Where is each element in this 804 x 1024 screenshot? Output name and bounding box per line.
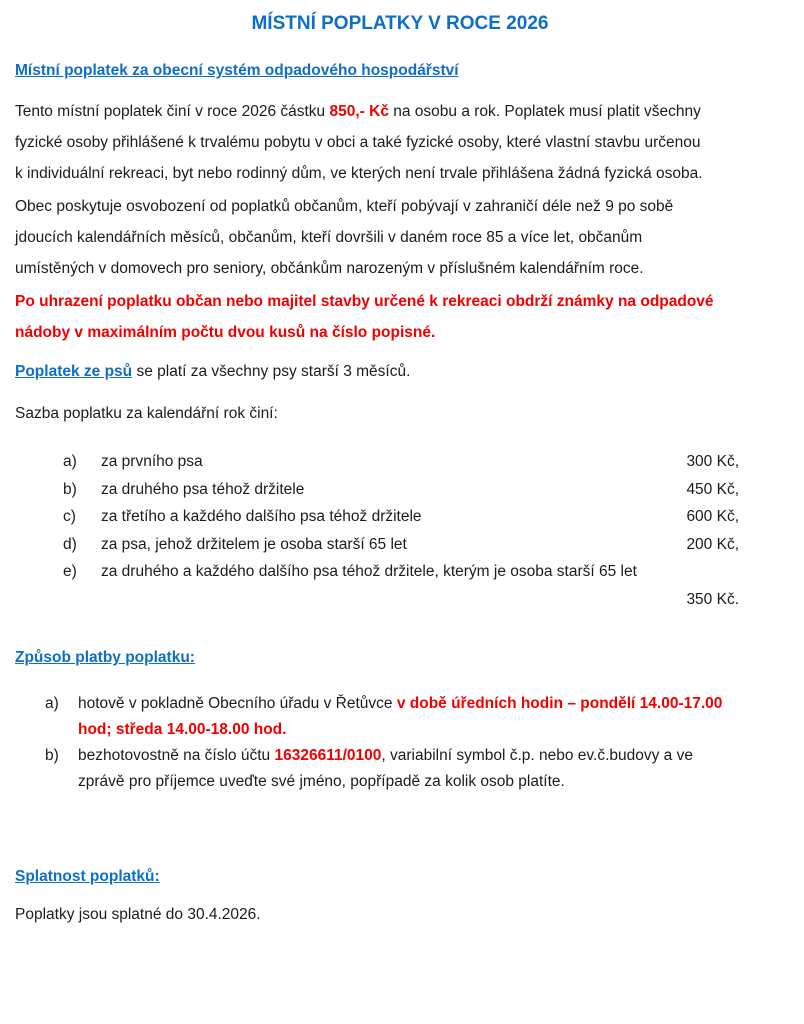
list-item (15, 476, 739, 504)
page-title: MÍSTNÍ POPLATKY V ROCE 2026 (251, 13, 549, 34)
account-number: 16326611/0100 (274, 747, 382, 764)
list-marker: c) (63, 508, 76, 525)
payment-item-transfer (15, 743, 785, 795)
list-price: 450 Kč, (686, 480, 739, 498)
exemption-line-3: umístěných v domovech pro seniory, občánkům narozeným v příslušném kalendářním roce. (15, 260, 644, 277)
dog-rate-intro: Sazba poplatku za kalendářní rok činí: (15, 405, 278, 422)
list-price: 200 Kč, (686, 535, 739, 553)
list-marker: b) (45, 747, 59, 764)
dog-fee-paragraph (15, 356, 785, 387)
list-label: za psa, jehož držitelem je osoba starší 65 let (101, 535, 407, 553)
payment-transfer-line-1 (78, 743, 785, 769)
office-hours-text: v době úředních hodin – pondělí 14.00-17.00 (396, 695, 723, 712)
payment-list (15, 691, 785, 795)
waste-stickers-paragraph (15, 286, 785, 348)
waste-fee-line-2: fyzické osoby přihlášené k trvalému pobytu v obci a také fyzické osoby, které vlastní stavbu určenou (15, 134, 701, 151)
list-item (15, 558, 739, 586)
payment-cash-line-1 (78, 691, 785, 717)
list-price: 300 Kč, (686, 453, 739, 470)
list-price-overflow: 350 Kč. (686, 590, 739, 608)
exemption-line-1: Obec poskytuje osvobození od poplatků občanům, kteří pobývají v zahraničí déle než 9 po sobě (15, 198, 674, 215)
list-price: 600 Kč, (686, 508, 739, 525)
waste-fee-line-1 (15, 96, 785, 127)
list-marker: a) (63, 453, 77, 470)
waste-fee-paragraph (15, 96, 785, 189)
list-marker: b) (63, 480, 77, 498)
list-item (15, 448, 739, 476)
list-label: za druhého a každého dalšího psa téhož držitele, kterým je osoba starší 65 let (101, 563, 637, 580)
list-item (15, 503, 739, 531)
due-paragraph (15, 902, 785, 928)
section-due-heading: Splatnost poplatků: (15, 868, 160, 885)
stickers-line-1: Po uhrazení poplatku občan nebo majitel stavby určené k rekreaci obdrží známky na odpadové (15, 293, 714, 310)
list-marker: e) (63, 563, 77, 580)
transfer-text: bezhotovostně na číslo účtu (78, 747, 275, 764)
dog-fee-heading: Poplatek ze psů (15, 363, 133, 380)
payment-item-transfer-text (78, 743, 785, 795)
stickers-line-2: nádoby v maximálním počtu dvou kusů na číslo popisné. (15, 324, 436, 341)
payment-item-cash (15, 691, 785, 743)
dog-rate-list (15, 448, 785, 613)
waste-exemption-paragraph (15, 191, 785, 284)
list-marker: d) (63, 535, 77, 553)
list-label: za třetího a každého dalšího psa téhož držitele (101, 508, 422, 525)
list-marker: a) (45, 695, 59, 712)
dog-fee-rest: se platí za všechny psy starší 3 měsíců. (132, 363, 411, 380)
waste-fee-line-3: k individuální rekreaci, byt nebo rodinný dům, ve kterých není trvale přihlášena žádná fyzická osoba. (15, 165, 703, 182)
dog-rate-intro-paragraph (15, 398, 785, 429)
transfer-text-after: , variabilní symbol č.p. nebo ev.č.budovy a ve (381, 747, 693, 764)
payment-cash-line-2: hod; středa 14.00-18.00 hod. (78, 721, 287, 738)
dog-fee-line (15, 356, 785, 387)
exemption-line-2: jdoucích kalendářních měsíců, občanům, kteří dovršili v daném roce 85 a více let, občanům (15, 229, 643, 246)
payment-item-cash-text (78, 691, 785, 743)
list-item (15, 531, 739, 559)
payment-transfer-line-2: zprávě pro příjemce uveďte své jméno, popřípadě za kolik osob platíte. (78, 773, 565, 790)
list-label: za prvního psa (101, 453, 203, 470)
list-label: za druhého psa téhož držitele (101, 480, 305, 498)
due-text: Poplatky jsou splatné do 30.4.2026. (15, 906, 261, 923)
section-payment-heading: Způsob platby poplatku: (15, 649, 195, 666)
fee-text-before: Tento místní poplatek činí v roce 2026 částku (15, 103, 330, 120)
fee-amount: 850,- Kč (329, 103, 389, 120)
cash-text: hotově v pokladně Obecního úřadu v Řetůvce (78, 695, 397, 712)
section-waste-heading: Místní poplatek za obecní systém odpadového hospodářství (15, 62, 459, 79)
fee-text-after: na osobu a rok. Poplatek musí platit všechny (388, 103, 701, 120)
